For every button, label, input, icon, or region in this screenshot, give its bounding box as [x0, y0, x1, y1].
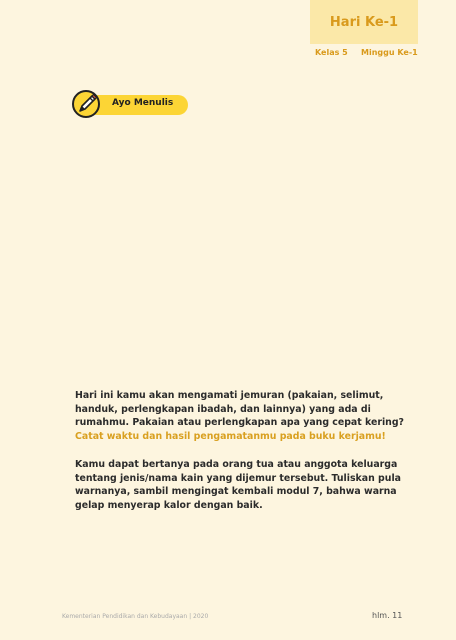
paragraph-1-highlight: Catat waktu dan hasil pengamatanmu pada buku kerjamu! — [75, 430, 386, 442]
class-label: Kelas 5 — [315, 48, 348, 57]
day-tab — [310, 0, 418, 44]
instructions — [75, 389, 420, 527]
pencil-icon — [74, 91, 100, 117]
section-badge — [72, 90, 188, 120]
badge-label: Ayo Menulis — [112, 98, 174, 108]
paragraph-1-text: Hari ini kamu akan mengamati jemuran (pakaian, selimut, handuk, perlengkapan ibadah, dan lainnya) yang ada di rumahmu. Pakaian atau perlengkapan apa yang cepat kering? — [75, 390, 404, 428]
week-label: Minggu Ke-1 — [361, 48, 418, 57]
paragraph-2: Kamu dapat bertanya pada orang tua atau anggota keluarga tentang jenis/nama kain yang dijemur tersebut. Tuliskan pula warnanya, sambil mengingat kembali modul 7, bahwa warna gelap menyerap kalor dengan baik. — [75, 459, 401, 511]
paragraph-1 — [75, 389, 420, 443]
day-title: Hari Ke-1 — [329, 14, 399, 30]
page-number: hlm. 11 — [372, 611, 403, 620]
publisher-footer: Kementerian Pendidikan dan Kebudayaan | 2020 — [62, 613, 209, 620]
